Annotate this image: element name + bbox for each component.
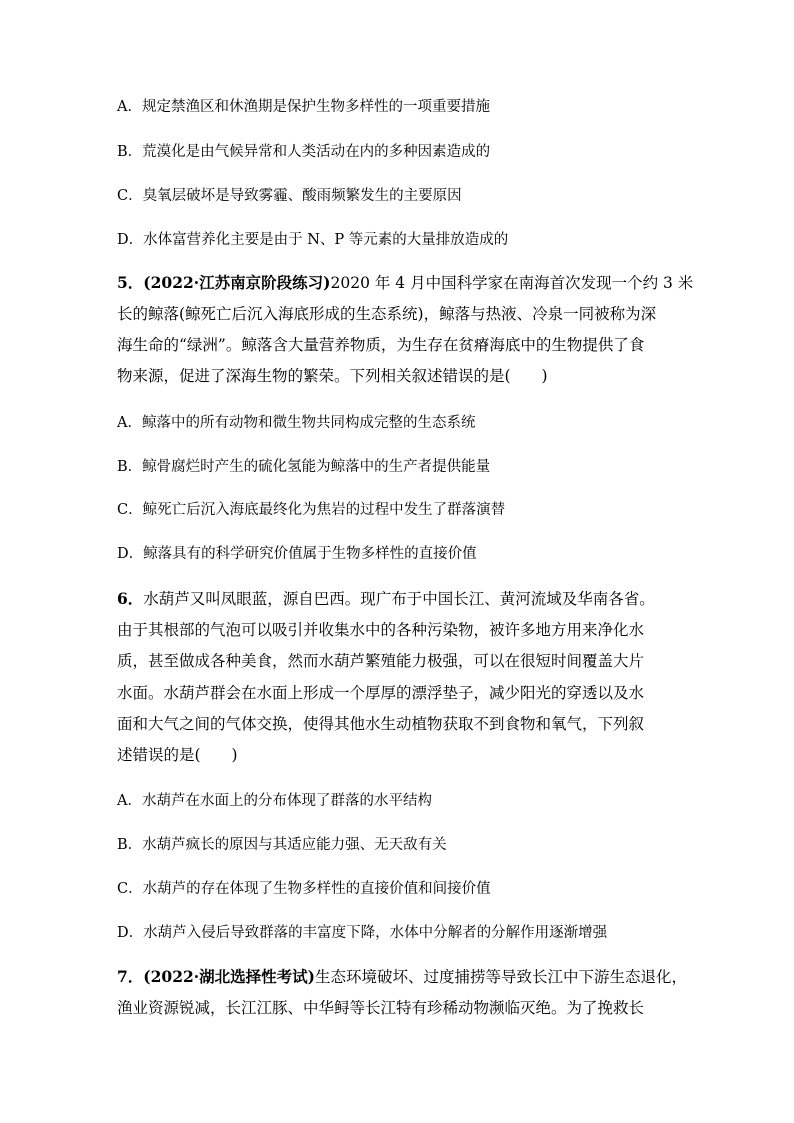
- q6-option-d: D．水葫芦入侵后导致群落的丰富度下降，水体中分解者的分解作用逐渐增强: [117, 925, 608, 941]
- q6-option-a: A．水葫芦在水面上的分布体现了群落的水平结构: [117, 793, 432, 809]
- q5-number: 5．(2022·江苏南京阶段练习): [117, 273, 331, 292]
- q5-option-d: D．鲸落具有的科学研究价值属于生物多样性的直接价值: [117, 546, 477, 562]
- q5-stem-line-2: 长的鲸落(鲸死亡后沉入海底形成的生态系统)，鲸落与热液、冷泉一同被称为深: [117, 305, 657, 323]
- q7-number: 7．(2022·湖北选择性考试): [117, 967, 315, 986]
- q6-option-b: B．水葫芦疯长的原因与其适应能力强、无天敌有关: [117, 837, 447, 853]
- q6-option-c: C．水葫芦的存在体现了生物多样性的直接价值和间接价值: [117, 881, 491, 897]
- q5-stem-line-1: [117, 273, 694, 293]
- q6-stem-line-4: 水面。水葫芦群会在水面上形成一个厚厚的漂浮垫子，减少阳光的穿透以及水: [117, 684, 645, 702]
- q6-stem-line-2: 由于其根部的气泡可以吸引并收集水中的各种污染物，被许多地方用来净化水: [117, 621, 645, 639]
- q5-stem-text: 2020 年 4 月中国科学家在南海首次发现一个约 3 米: [330, 274, 694, 292]
- q6-number: 6．: [117, 589, 144, 608]
- q6-stem-line-3: 质，甚至做成各种美食，然而水葫芦繁殖能力极强，可以在很短时间覆盖大片: [117, 652, 645, 670]
- q7-stem-line-1: [117, 967, 689, 987]
- q5-option-a: A．鲸落中的所有动物和微生物共同构成完整的生态系统: [117, 415, 476, 431]
- q6-stem-line-5: 面和大气之间的气体交换，使得其他水生动植物获取不到食物和氧气，下列叙: [117, 715, 645, 733]
- q5-option-b: B．鲸骨腐烂时产生的硫化氢能为鲸落中的生产者提供能量: [117, 459, 491, 475]
- q5-stem-line-3: 海生命的“绿洲”。鲸落含大量营养物质，为生存在贫瘠海底中的生物提供了食: [117, 336, 645, 354]
- q5-stem-line-4: 物来源，促进了深海生物的繁荣。下列相关叙述错误的是( ): [117, 367, 548, 385]
- q6-stem-line-1: [117, 589, 689, 609]
- q6-stem-line-6: 述错误的是( ): [117, 746, 238, 764]
- q4-option-c: C．臭氧层破坏是导致雾霾、酸雨频繁发生的主要原因: [117, 188, 462, 204]
- q4-option-b: B．荒漠化是由气候异常和人类活动在内的多种因素造成的: [117, 144, 491, 160]
- q4-option-d: D．水体富营养化主要是由于 N、P 等元素的大量排放造成的: [117, 232, 509, 248]
- q4-option-a: A．规定禁渔区和休渔期是保护生物多样性的一项重要措施: [117, 99, 490, 115]
- q6-stem-text: 水葫芦又叫凤眼蓝，源自巴西。现广布于中国长江、黄河流域及华南各省。: [143, 590, 655, 608]
- q5-option-c: C．鲸死亡后沉入海底最终化为焦岩的过程中发生了群落演替: [117, 502, 506, 518]
- q7-stem-text: 生态环境破坏、过度捕捞等导致长江中下游生态退化，: [315, 968, 688, 986]
- q7-stem-line-2: 渔业资源锐减，长江江豚、中华鲟等长江特有珍稀动物濒临灭绝。为了挽救长: [117, 999, 645, 1017]
